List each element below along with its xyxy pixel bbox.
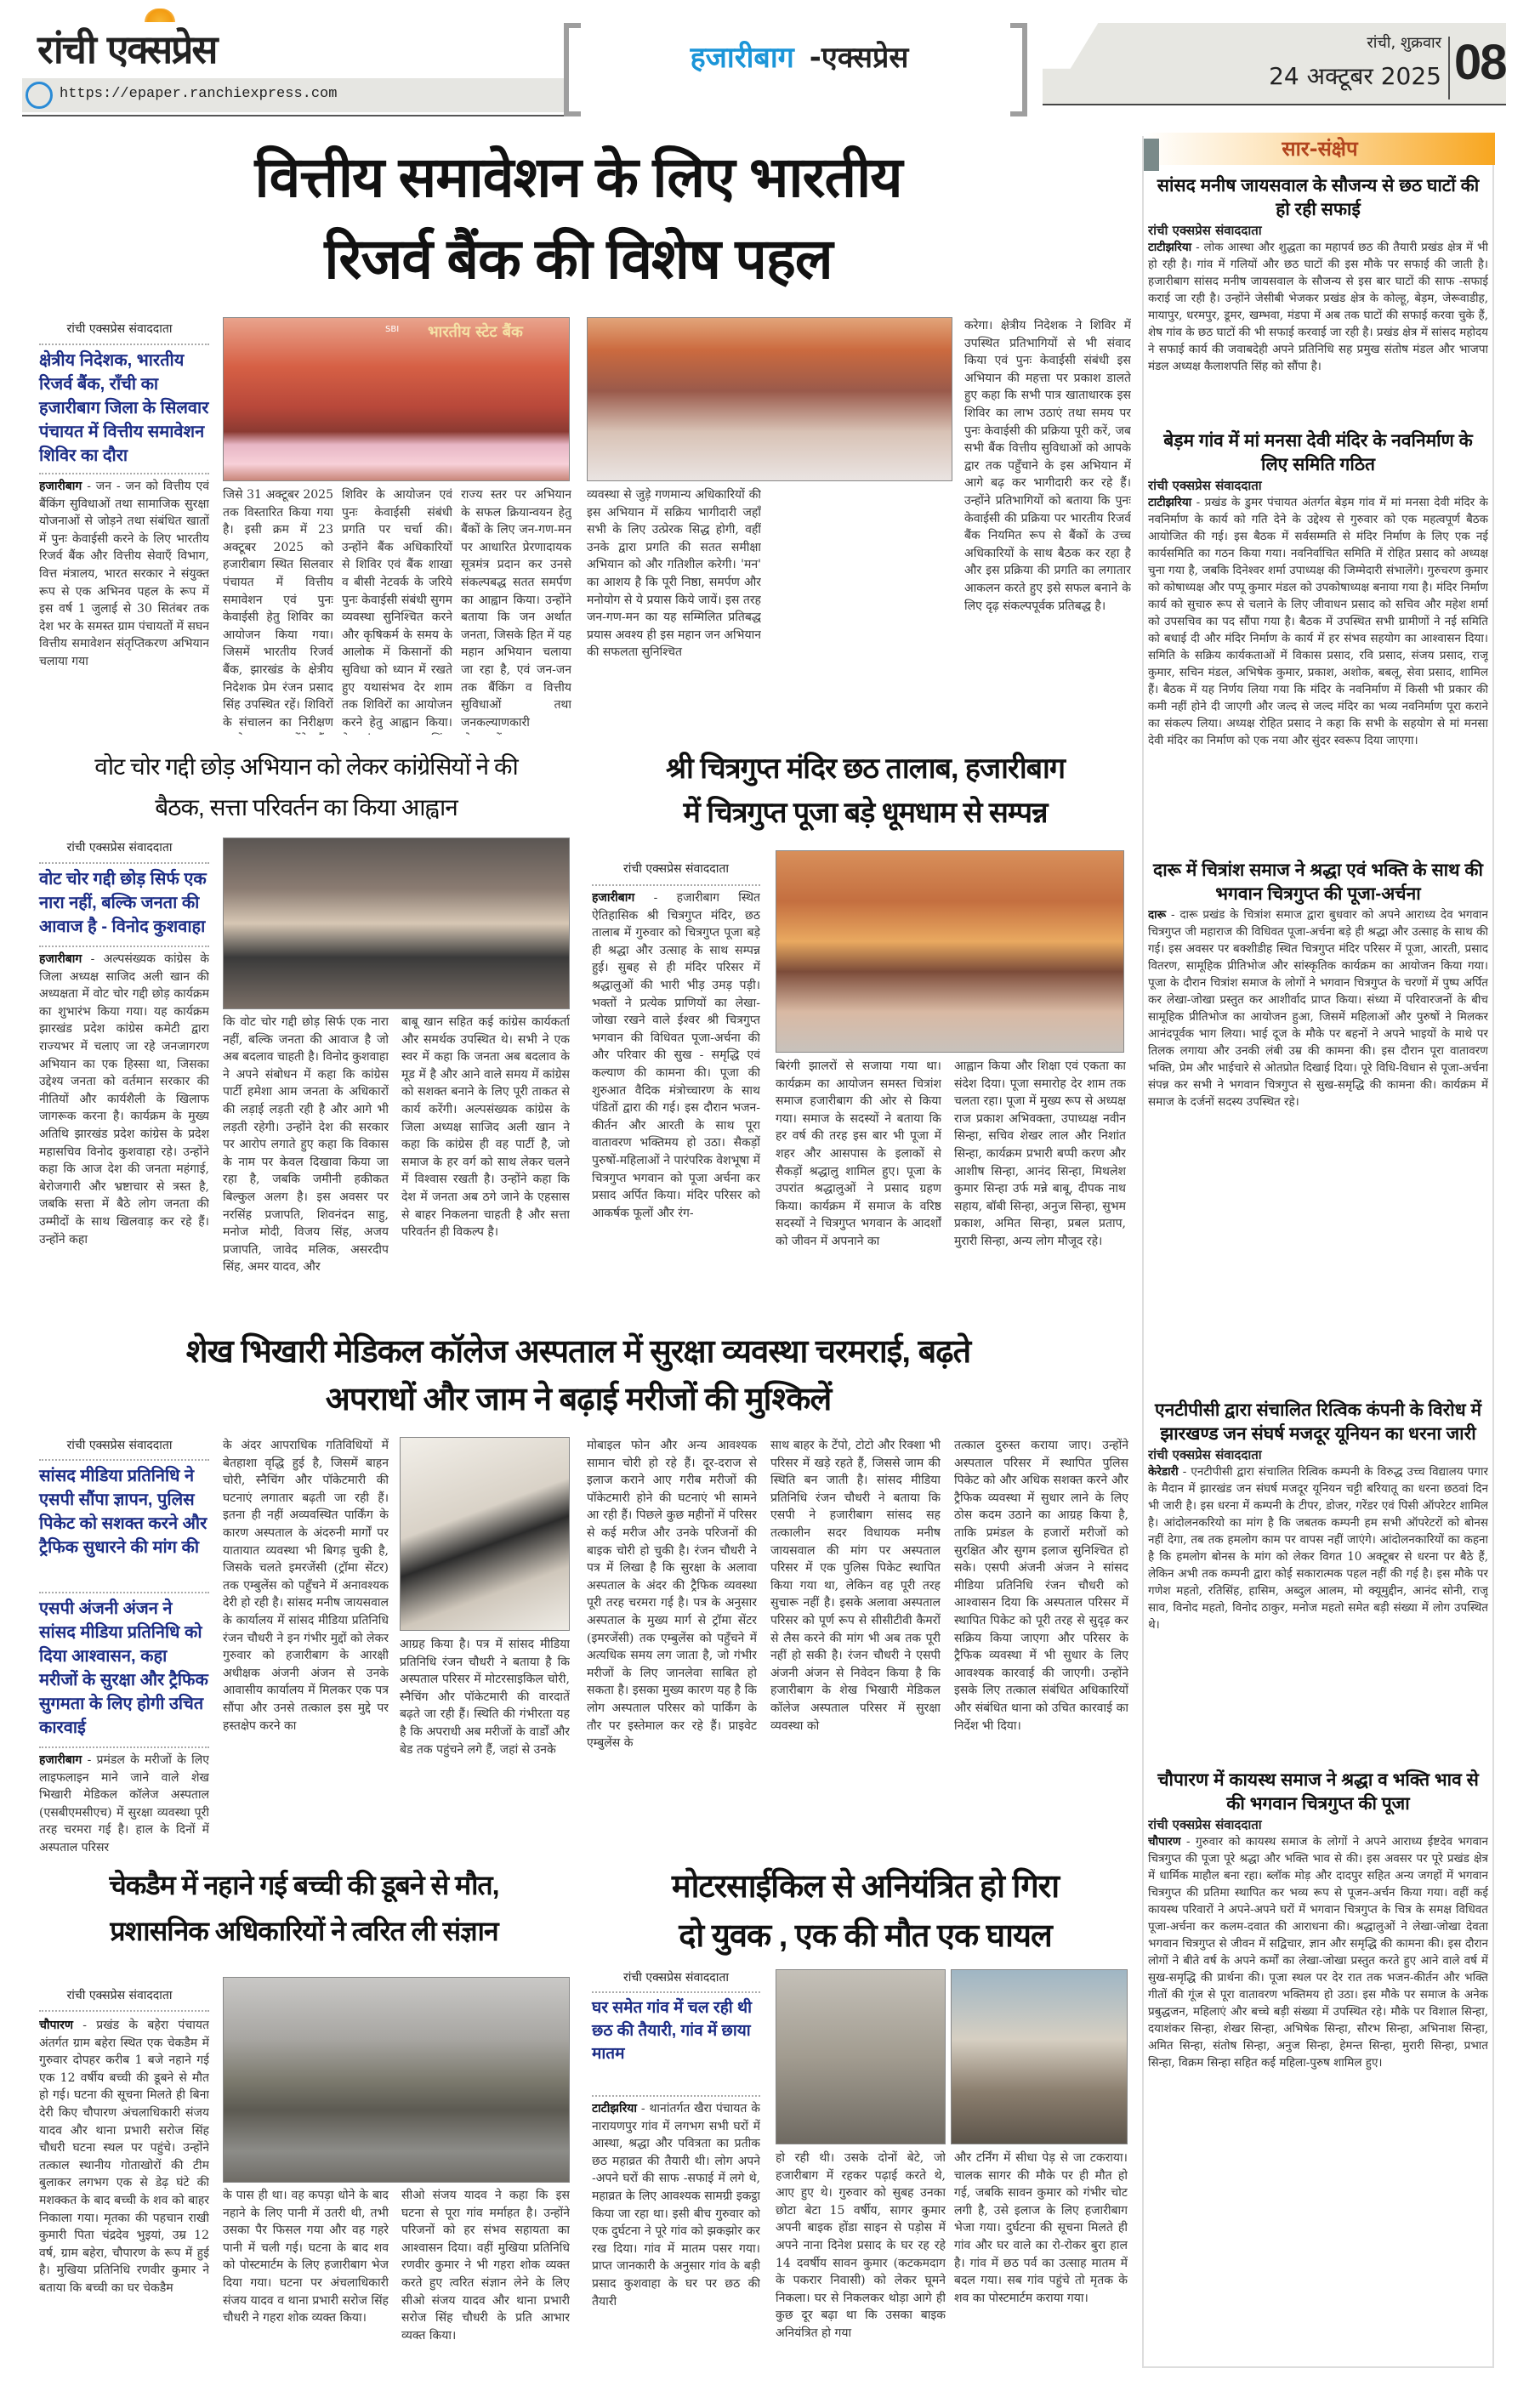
byline: रांची एक्सप्रेस संवाददाता [1148, 223, 1262, 238]
story4-col1 [39, 1752, 209, 1857]
story4-col5: साथ बाहर के टेंपो, टोटो और रिक्शा भी परिसर में खड़े रहते हैं, जिससे जाम की स्थिति बन जाती है। सांसद मीडिया प्रतिनिधि रंजन चौधरी ने बताया कि एसपी ने हजारीबाग सांसद सह तत्कालीन सदर विधायक मनीष जायसवाल की मांग पर अस्पताल परिसर में एक पुलिस पिकेट स्थापित किया गया था, लेकिन वह पूरी तरह सुचारू नहीं है। इसके अलावा अस्पताल परिसर को पूर्ण रूप से सीसीटीवी कैमरों से लैस करने की मांग भी अब तक पूरी नहीं हो सकी है। रंजन चौधरी ने एसपी अंजनी अंजन से निवेदन किया है कि हजारीबाग के शेख भिखारी मेडिकल कॉलेज अस्पताल परिसर में सुरक्षा व्यवस्था को [770, 1439, 941, 1733]
body-text: - प्रखंड के डुमर पंचायत अंतर्गत बेड़म गांव में मां मनसा देवी मंदिर के नवनिर्माण के कार्य को गति देने के उद्देश्य से गुरुवार को एक महत्वपूर्ण बैठक आयोजित की गई। इस बैठक में सर्वसम्मति से मंदिर निर्माण के लिए एक नई कार्यसमिति का गठन किया गया। नवनिर्वाचित समिति में रोहित प्रसाद को अध्यक्ष चुना गया है, जबकि दिनेश्वर शर्मा उपाध्यक्ष की जिम्मेदारी संभालेंगे। गुरुचरण कुमार को कोषाध्यक्ष और पप्पू कुमार मंडल को उपकोषाध्यक्ष बनाया गया है। मंदिर निर्माण कार्य को सुचारु रूप से चलाने के लिए जीवाधन प्रसाद को सचिव और महेश शर्मा को उपसचिव का पद सौंपा गया है। बैठक में उपस्थित सभी ग्रामीणों ने नई समिति को बधाई दी और मंदिर निर्माण के कार्य में हर संभव सहयोग का आश्वासन दिया। समिति के सक्रिय कार्यकताओं में विकास प्रसाद, रवि प्रसाद, संजय प्रसाद, राजू कुमार, सचिन मंडल, अभिषेक कुमार, प्रकाश, अशोक, बबलू, सेवा प्रसाद, शामिल हैं। बैठक में यह निर्णय लिया गया कि मंदिर के नवनिर्माण में किसी भी प्रकार की कमी नहीं होने दी जाएगी और जल्द से जल्द मंदिर का भव्य नवनिर्माण पूरा कराने का संकल्प लिया। अध्यक्ष रोहित प्रसाद ने कहा कि सभी के सहयोग से मां मनसा देवी मंदिर का निर्माण को एक नया और सुंदर स्वरूप दिया जाएगा। [1148, 496, 1488, 747]
body-text: - एनटीपीसी द्वारा संचालित रित्विक कम्पनी के विरुद्ध उच्च विद्यालय पगार के मैदान में झारखंड जन संघर्ष मजदूर यूनियन चट्टी बरियातू का धरना छठवां दिन भी जारी है। इस धरना में कम्पनी के टीपर, डोजर, गरेंडर एवं पिसी ऑपरेटर शामिल है। आंदोलनकरियो का मांग है कि जबतक कम्पनी हम सभी ऑपरेटरों को बोनस नहीं देगा, तब तक हमलोग काम पर वापस नहीं जाएंगे। आंदोलनकारियों का कहना है कि हमलोग बोनस के मांग को लेकर विगत 10 अक्टूबर से धरना पर बैठे हैं, लेकिन अभी तक कम्पनी द्वारा कोई सकारात्मक पहल नहीं की गई है। इस मौके पर गणेश महतो, रतिसिंह, हासिम, अब्दुल आलम, मो क्यूमुद्दीन, आनंद सोनी, राजू साव, विनोद महतो, विनोद ठाकुर, मनोज महतो समेत बड़ी संख्या में लोग उपस्थित थे। [1148, 1465, 1488, 1632]
sidebar-headline: दारू में चित्रांश समाज ने श्रद्धा एवं भक्ति के साथ की भगवान चित्रगुप्त की पूजा-अर्चना [1153, 860, 1483, 904]
divider [592, 1991, 760, 1993]
divider [592, 884, 760, 886]
body-text: - प्रमंडल के मरीजों के लिए लाइफलाइन माने जाने वाले शेख भिखारी मेडिकल कॉलेज अस्पताल (एसबीएमसीएच) में सुरक्षा व्यवस्था पूरी तरह चरमरा गई है। हाल के दिनों में अस्पताल परिसर [39, 1753, 209, 1854]
sidebar-body [1148, 494, 1488, 749]
sidebar-headline: बेड़म गांव में मां मनसा देवी मंदिर के नवनिर्माण के लिए समिति गठित [1163, 431, 1473, 474]
story4-col2: के अंदर आपराधिक गतिविधियों में बेतहाशा वृद्धि हुई है, जिसमें बाहन चोरी, स्नैचिंग और पॉकेटमारी की घटनाएं लगातार बढ़ती जा रही हैं। इतना ही नहीं अव्यवस्थित पार्किंग के कारण अस्पताल के अंदरुनी मार्गों पर यातायात व्यवस्था भी बिगड़ चुकी है, जिसके चलते इमरजेंसी (ट्रॉमा सेंटर) तक एम्बुलेंस को पहुँचने में अनावश्यक देरी हो रही है। सांसद मनीष जायसवाल के कार्यालय में सांसद मीडिया प्रतिनिधि रंजन चौधरी ने इन गंभीर मुद्दों को लेकर गुरुवार को हजारीबाग के आरक्षी अधीक्षक अंजनी अंजन से उनके आवासीय कार्यालय में मिलकर एक पत्र सौंपा और उनसे तत्काल इस मुद्दे पर हस्तक्षेप करने का [223, 1439, 389, 1733]
dateline: टाटीझरिया [592, 2102, 638, 2116]
story4-photo [400, 1437, 570, 1631]
headline-line: में चित्रगुप्त पूजा बड़े धूमधाम से सम्पन्न [683, 797, 1048, 829]
sidebar-body [1148, 239, 1488, 375]
story6-col2: हो रही थी। उसके दोनों बेटे, जो हजारीबाग में रहकर पढ़ाई करते थे, आए हुए थे। गुरुवार को सुबह उनका छोटा बेटा 15 वर्षीय, सागर कुमार अपनी बाइक होंडा साइन से पड़ोस में अपने नाना दिनेश प्रसाद के घर रह रहे 14 दवर्षीय सावन कुमार (कटकमदाग के पकरार निवासी) को लेकर घूमने निकला। घर से निकलकर थोड़ा आगे ही कुछ दूर बढ़ा था कि उसका बाइक अनियंत्रित हो गया [776, 2151, 946, 2340]
sidebar-item [1148, 1769, 1488, 2360]
story5-col3: सीओ संजय यादव ने कहा कि इस घटना से पूरा गांव मर्माहत है। उन्होंने परिजनों को हर संभव सहायता का आश्वासन दिया। वहीं मुखिया प्रतिनिधि रणवीर कुमार ने भी गहरा शोक व्यक्त करते हुए त्वरित संज्ञान लेने के लिए सीओ संजय यादव और थाना प्रभारी सरोज सिंह चौधरी के प्रति आभार व्यक्त किया। [401, 2189, 570, 2343]
divider [22, 115, 566, 116]
headline-line: दो युवक , एक की मौत एक घायल [679, 1918, 1052, 1954]
story2-col2: कि वोट चोर गद्दी छोड़ सिर्फ एक नारा नहीं, बल्कि जनता की आवाज है जो अब बदलाव चाहती है। विनोद कुशवाहा ने अपने संबोधन में कहा कि कांग्रेस पार्टी हमेशा आम जनता के अधिकारों की लड़ाई लड़ती रही है और आगे भी लड़ती रहेगी। उन्होंने देश की सरकार पर आरोप लगाते हुए कहा कि विकास के नाम पर केवल दिखावा किया जा रहा है, जबकि जमीनी हकीकत बिल्कुल अलग है। इस अवसर पर नरसिंह प्रजापति, शिवनंदन साहु, मनोज मोदी, विजय सिंह, अजय प्रजापति, जावेद मलिक, असरदीप सिंह, अमर यादव, और [223, 1015, 389, 1275]
headline-line: बैठक, सत्ता परिवर्तन का किया आह्वान [155, 794, 458, 821]
dateline: हजारीबाग [39, 952, 82, 966]
dateline: हजारीबाग [592, 891, 635, 905]
bracket-right-decoration [1010, 23, 1027, 116]
story2-col1 [39, 951, 209, 1316]
sidebar-body [1148, 1463, 1488, 1633]
divider [592, 2095, 760, 2097]
story1-subhead: क्षेत्रीय निदेशक, भारतीय रिजर्व बैंक, राँची का हजारीबाग जिला के सिलवार पंचायत में वित्तीय समावेशन शिविर का दौरा [39, 351, 209, 465]
story4-col4: मोबाइल फोन और अन्य आवश्यक सामान चोरी हो रहे हैं। दूर-दराज से इलाज कराने आए गरीब मरीजों की पॉकेटमारी होने की घटनाएं भी सामने आ रही हैं। पिछले कुछ महीनों में परिसर से कई मरीज और उनके परिजनों की बाइक चोरी हो चुकी है। रंजन चौधरी ने पत्र में लिखा है कि सुरक्षा के अलावा अस्पताल के अंदर की ट्रैफिक व्यवस्था पूरी तरह चरमरा गई है। पत्र के अनुसार अस्पताल के मुख्य मार्ग से ट्रॉमा सेंटर (इमरजेंसी) तक एम्बुलेंस को पहुँचने में अत्यधिक समय लग जाता है, जो गंभीर मरीजों के लिए जानलेवा साबित हो सकता है। इसका मुख्य कारण यह है कि लोग अस्पताल परिसर को पार्किंग के तौर पर इस्तेमाल कर रहे हैं। प्राइवेट एम्बुलेंस के [587, 1439, 757, 1751]
dateline: टाटीझरिया [1148, 241, 1192, 254]
story1-col1 [39, 478, 209, 733]
byline: रांची एक्सप्रेस संवाददाता [1148, 1817, 1262, 1832]
story6-photo-1 [776, 1969, 946, 2144]
byline: रांची एक्सप्रेस संवाददाता [66, 322, 173, 336]
story1-col4: राज्य स्तर पर अभियान के सफल क्रियान्वयन हेतु बैंकों के लिए जन-गण-मन पर आधारित प्रेरणादायक सूत्रमंत्र प्रदान कर उनसे संकल्पबद्ध सतत समर्पण का आह्वान किया। उन्होंने बताया कि जन अर्थात जनता, जिसके हित में यह महान अभियान चलाया जा रहा है, एवं जन-जन तक बैंकिंग व वित्तीय सुविधाओं तथा जनकल्याणकारी [461, 488, 571, 730]
story5-photo [223, 1977, 570, 2183]
dateline: हजारीबाग [39, 480, 82, 493]
divider [39, 946, 209, 947]
body-text: - दारू प्रखंड के चित्रांश समाज द्वारा बुधवार को अपने आराध्य देव भगवान चित्रगुप्त जी महाराज की विधिवत पूजा-अर्चना बड़े ही श्रद्धा और उत्साह के साथ की गई। इस अवसर पर बक्शीडीह स्थित चित्रगुप्त मंदिर परिसर में पूजा, आरती, प्रसाद वितरण, सामूहिक प्रीतिभोज और सांस्कृतिक कार्यक्रम का आयोजन किया गया। पूजा के दौरान चित्रांश समाज के लोगों ने भगवान चित्रगुप्त के चरणों में पुष्प अर्पित कर लेखा-जोखा प्रस्तुत कर आशीर्वाद प्राप्त किया। संध्या में परिवारजनों के बीच सामूहिक प्रीतिभोज का आयोजन हुआ, जिसमें महिलाओं और पुरुषों ने मिलकर आनंदपूर्वक भाग लिया। भाई दूज के मौके पर बहनों ने अपने भाइयों के माथे पर तिलक लगाया और उनकी लंबी उम्र की कामना की। इस दौरान पूरा वातावरण भक्ति, प्रेम और भाईचारे से ओतप्रोत दिखाई दिया। पूरे विधि-विधान से पूजा-अर्चना संपन्न कर सभी ने भगवान चित्रगुप्त से सुख-समृद्धि की कामना की। कार्यक्रम में समाज के दर्जनों सदस्य उपस्थित रहे। [1148, 908, 1488, 1109]
headline-line: वोट चोर गद्दी छोड़ अभियान को लेकर कांग्रेसियों ने की [94, 753, 518, 780]
sidebar-headline: एनटीपीसी द्वारा संचालित रित्विक कंपनी के विरोध में झारखण्ड जन संघर्ष मजदूर यूनियन का धरना जारी [1154, 1400, 1482, 1444]
story3-col3: आह्वान किया और शिक्षा एवं एकता का संदेश दिया। पूजा समारोह देर शाम तक चलता रहा। पूजा में मुख्य रूप से अध्यक्ष राज प्रकाश अभिवक्ता, उपाध्यक्ष नवीन सिन्हा, सचिव शेखर लाल और निशांत सिन्हा, कार्यक्रम प्रभारी बप्पी करण और आशीष सिन्हा, आनंद सिन्हा, मिथलेश कुमार सिन्हा उर्फ मन्ने बाबू, दीपक नाथ सहाय, बॉबी सिन्हा, अनुज सिन्हा, सुभम प्रकाश, अमित सिन्हा, प्रबल प्रताप, मुरारी सिन्हा, अन्य लोग मौजूद रहे। [954, 1059, 1126, 1248]
byline: रांची एक्सप्रेस संवाददाता [623, 1971, 729, 1985]
story5-headline [26, 1862, 583, 1954]
banner-text: भारतीय स्टेट बैंक [428, 323, 523, 341]
issue-date: 24 अक्टूबर 2025 [1269, 62, 1441, 90]
sidebar-item [1148, 429, 1488, 855]
byline: रांची एक्सप्रेस संवाददाता [66, 1989, 173, 2002]
story6-col1 [592, 2100, 760, 2391]
story6-col3: और टर्निंग में सीधा पेड़ से जा टकराया। चालक सागर की मौके पर ही मौत हो गई, जबकि सावन कुमार को गंभीर चोट लगी है, उसे इलाज के लिए हजारीबाग भेजा गया। दुर्घटना की सूचना मिलते ही गांव और घर वाले का रो-रोकर बुरा हाल है। गांव में छठ पर्व का उत्साह मातम में बदल गया। सब गांव पहुंचे तो मृतक के शव का पोस्टमार्टम कराया गया। [954, 2151, 1128, 2305]
section-city: हजारीबाग [690, 41, 794, 75]
headline-line: मोटरसाईकिल से अनियंत्रित हो गिरा [671, 1869, 1060, 1905]
headline-line: प्रशासनिक अधिकारियों ने त्वरित ली संज्ञान [110, 1916, 498, 1946]
newspaper-logo: रांची एक्सप्रेस [37, 26, 217, 72]
sidebar-body [1148, 906, 1488, 1110]
sun-logo-icon [145, 9, 175, 22]
story1-headline [26, 136, 1131, 299]
section-suffix: -एक्सप्रेस [809, 41, 909, 75]
touch-icon [26, 82, 53, 109]
story1-photo-1 [223, 317, 570, 481]
story3-col2: बिरंगी झालरों से सजाया गया था। कार्यक्रम का आयोजन समस्त चित्रांश समाज हजारीबाग की ओर से किया गया। समाज के सदस्यों ने बताया कि हर वर्ष की तरह इस बार भी पूजा में शहर और आसपास के इलाकों से सैकड़ों श्रद्धालु शामिल हुए। पूजा के उपरांत श्रद्धालुओं ने प्रसाद ग्रहण किया। कार्यक्रम में समाज के वरिष्ठ सदस्यों ने चित्रगुप्त भगवान के आदर्शों को जीवन में अपनाने का [776, 1059, 941, 1248]
byline: रांची एक्सप्रेस संवाददाता [66, 1439, 173, 1452]
story2-subhead: वोट चोर गद्दी छोड़ सिर्फ एक नारा नहीं, बल्कि जनता की आवाज है - विनोद कुशवाहा [39, 870, 207, 936]
sidebar-title: सार-संक्षेप [1282, 137, 1358, 161]
dateline: टाटीझरिया [1148, 496, 1192, 509]
story1-col5: व्यवस्था से जुड़े गणमान्य अधिकारियों की इस अभियान में सक्रिय भागीदारी जहाँ सभी के लिए उत्प्रेरक सिद्ध होगी, वहीं उनके द्वारा प्रगति की सतत समीक्षा अभियान को और गतिशील करेगी। 'मन' का आशय है कि पूरी निष्ठा, समर्पण और मनोयोग से ये प्रयास किये जायें। इस तरह जन-गण-मन का यह सम्मिलित प्रतिबद्ध प्रयास अवश्य ही इस महान जन अभियान की सफलता सुनिश्चित [587, 488, 761, 660]
story2-photo [223, 838, 570, 1009]
story6-subhead: घर समेत गांव में चल रही थी छठ की तैयारी, गांव में छाया मातम [592, 1999, 753, 2063]
dateline: चौपारण [39, 2019, 73, 2032]
story1-photo-2 [587, 317, 952, 481]
story1-col3: शिविर के आयोजन एवं पुनः केवाईसी संबंधी प्रगति पर चर्चा की। उन्होंने बैंक अधिकारियों से शिविर एवं बैंक शाखा व बीसी नेटवर्क के जरिये पुनः केवाईसी संबंधी सुगम व्यवस्था सुनिश्चित करने और कृषिकर्म के समय के आलोक में किसानों की सुविधा को ध्यान में रखते हुए यथासंभव देर शाम तक शिविरों का आयोजन करने हेतु आह्वान किया। [342, 488, 452, 730]
body-text: - गुरुवार को कायस्थ समाज के लोगों ने अपने आराध्य ईष्टदेव भगवान चित्रगुप्त की पूजा पूरे श्रद्धा और भक्ति भाव से की। इस अवसर पर पूरे प्रखंड क्षेत्र में धार्मिक माहौल बना रहा। ब्लॉक मोड़ और दादपुर सहित अन्य जगहों में भगवान चित्रगुप्त की प्रतिमा स्थापित कर भव्य रूप से पूजन-अर्चन किया गया। वहीं कई कायस्थ परिवारों ने अपने-अपने घरों में भगवान चित्रगुप्त के चित्र के समक्ष विधिवत पूजा-अर्चना कर कलम-दवात की आराधना की। श्रद्धालुओं ने लेखा-जोखा देवता भगवान चित्रगुप्त से जीवन में सद्विचार, ज्ञान और समृद्धि की कामना की। इस दौरान लोगों ने बीते वर्ष के अपने कर्मों का लेखा-जोखा प्रस्तुत करते हुए आने वाले वर्ष में सुख-समृद्धि की प्रार्थना की। पूजा स्थल पर देर रात तक भजन-कीर्तन और भक्ति गीतों की गूंज से पूरा वातावरण भक्तिमय हो उठा। इस मौके पर समाज के अनेक प्रबुद्धजन, महिलाएं और बच्चे बड़ी संख्या में उपस्थित रहे। मौके पर विशाल सिन्हा, दयाशंकर सिन्हा, शेखर सिन्हा, अभिषेक सिन्हा, सौरभ सिन्हा, अभिनाश सिन्हा, अमित सिन्हा, संतोष सिन्हा, अनुज सिन्हा, हेमन्त सिन्हा, मुरारी सिन्हा, प्रभात सिन्हा, विक्रम सिन्हा सहित कई महिला-पुरुष शामिल हुए। [1148, 1835, 1488, 2070]
byline: रांची एक्सप्रेस संवाददाता [1148, 478, 1262, 493]
body-text: - प्रखंड के बहेरा पंचायत अंतर्गत ग्राम बहेरा स्थित एक चेकडैम में गुरुवार दोपहर करीब 1 बजे नहाने गई एक 12 वर्षीय बच्ची की डूबने से मौत हो गई। घटना की सूचना मिलते ही बिना देरी किए चौपारण अंचलाधिकारी संजय यादव और थाना प्रभारी सरोज सिंह चौधरी घटना स्थल पर पहुंचे। उन्होंने तत्काल स्थानीय गोताखोरों की टीम बुलाकर लगभग एक से डेढ़ घंटे की मशक्कत के बाद बच्ची के शव को बाहर निकाला गया। मृतका की पहचान राखी कुमारी पिता चंद्रदेव भुइयां, उम्र 12 वर्ष, ग्राम बहेरा, चौपारण के रूप में हुई है। मुखिया प्रतिनिधि रणवीर कुमार ने बताया कि बच्ची का घर चेकडैम [39, 2019, 209, 2295]
divider [39, 862, 209, 864]
sidebar-item [1148, 859, 1488, 1394]
divider [1448, 37, 1450, 99]
divider [39, 344, 209, 345]
divider [39, 473, 209, 474]
story2-headline [26, 747, 587, 828]
sidebar-headline: सांसद मनीष जायसवाल के सौजन्य से छठ घाटों की हो रही सफाई [1157, 176, 1480, 219]
story1-col6: करेगा। क्षेत्रीय निदेशक ने शिविर में उपस्थित प्रतिभागियों से भी संवाद किया एवं पुनः केवाईसी संबंधी इस अभियान की महत्ता पर प्रकाश डालते हुए कहा कि सभी पात्र खाताधारक इस शिविर का लाभ उठाएं तथा समय पर पुनः केवाईसी की प्रक्रिया पूरी करें, जब सभी बैंक वित्तीय सुविधाओं को आपके द्वार तक पहुँचाने के इस अभियान में आगे बढ़ कर भागीदारी कर रहे हैं। उन्होंने प्रतिभागियों को बताया कि पुनः केवाईसी की प्रक्रिया पर भारतीय रिजर्व बैंक नियमित रूप से बैंकों के उच्च अधिकारियों के साथ बैठक कर रहा है और इस प्रक्रिया की प्रगति का लगातार आकलन करते हुए इसे सफल बनाने के लिए दृढ़ संकल्पपूर्वक प्रतिबद्ध है। [964, 319, 1131, 613]
sidebar-item [1148, 1399, 1488, 1764]
byline: रांची एक्सप्रेस संवाददाता [66, 841, 173, 855]
headline-line: अपराधों और जाम ने बढ़ाई मरीजों की मुश्किलें [325, 1382, 832, 1417]
story5-col1 [39, 2017, 209, 2391]
bracket-left-decoration [564, 23, 581, 116]
divider [39, 1746, 209, 1748]
epaper-url-link[interactable]: https://epaper.ranchiexpress.com [60, 86, 338, 102]
body-text: - हजारीबाग स्थित ऐतिहासिक श्री चित्रगुप्त मंदिर, छठ तालाब में गुरुवार को चित्रगुप्त पूजा बड़े ही श्रद्धा और उत्साह के साथ सम्पन्न हुई। सुबह से ही मंदिर परिसर में श्रद्धालुओं की भारी भीड़ उमड़ पड़ी। भक्तों ने प्रत्येक प्राणियों का लेखा-जोखा रखने वाले ईश्वर श्री चित्रगुप्त भगवान की विधिवत पूजा-अर्चना की और परिवार की सुख - समृद्धि एवं कल्याण की कामना की। पूजा की शुरुआत वैदिक मंत्रोच्चारण के साथ पंडितों द्वारा की गई। इस दौरान भजन-कीर्तन और आरती के साथ पूरा वातावरण भक्तिमय हो उठा। सैकड़ों पुरुषों-महिलाओं ने पारंपरिक वेशभूषा में चित्रगुप्त भगवान को पूजा अर्चना कर प्रसाद अर्पित किया। मंदिर परिसर को आकर्षक फूलों और रंग- [592, 891, 760, 1220]
story4-subhead-2: एसपी अंजनी अंजन ने सांसद मीडिया प्रतिनिधि को दिया आश्वासन, कहा मरीजों के सुरक्षा और ट्रैफिक सुगमता के लिए होगी उचित कारवाई [39, 1599, 208, 1737]
headline-line: रिजर्व बैंक की विशेष पहल [324, 227, 833, 290]
story3-col1 [592, 889, 760, 1315]
sidebar-body [1148, 1833, 1488, 2071]
dateline: हजारीबाग [39, 1753, 82, 1767]
headline-line: वित्तीय समावेशन के लिए भारतीय [254, 145, 902, 208]
divider [39, 1459, 209, 1461]
body-text: - अल्पसंख्यक कांग्रेस के जिला अध्यक्ष साजिद अली खान की अध्यक्षता में वोट चोर गद्दी छोड़ कार्यक्रम का शुभारंभ किया गया। यह कार्यक्रम झारखंड प्रदेश कांग्रेस कमेटी द्वारा राज्यभर में चलाए जा रहे जनजागरण अभियान का एक हिस्सा था, जिसका उद्देश्य जनता को वर्तमान सरकार की नीतियों और कार्यशैली के खिलाफ जागरूक करना है। कार्यक्रम के मुख्य अतिथि झारखंड प्रदेश कांग्रेस के प्रदेश महासचिव विनोद कुशवाहा रहे। उन्होंने कहा कि आज देश की जनता महंगाई, बेरोजगारी और भ्रष्टाचार से त्रस्त है, जबकि सत्ता में बैठे लोग जनता की उम्मीदों के साथ खिलवाड़ कर रहे हैं। उन्होंने कहा [39, 952, 209, 1247]
body-text: - लोक आस्था और शुद्धता का महापर्व छठ की तैयारी प्रखंड क्षेत्र में भी हो रही है। गांव में गलियों और छठ घाटों की इस मौके पर सफाई की जाती है। हजारीबाग सांसद मनीष जायसवाल के सौजन्य से इस बार घाटों की साफ -सफाई कराई जा रही है। उन्होंने जेसीबी भेजकर प्रखंड क्षेत्र के कोल्हू, बेड़म, जेरूवाडीह, मायापुर, धरमपुर, डूमर, खम्भवा, मंडपा में अब तक घाटों की सफाई करवा चुके हैं, शेष गांव के छठ घाटों की भी सफाई करवाई जा रही है। प्रखंड क्षेत्र में सांसद महोदय ने सफाई कार्य की जवाबदेही अपने प्रतिनिधि सह प्रमुख संतोष मंडल और भाजपा मंडल अध्यक्ष कैलाशपति सिंह को सौंपा है। [1148, 241, 1488, 373]
story6-headline [595, 1862, 1135, 1961]
divider [39, 2010, 209, 2012]
story3-photo [776, 850, 1124, 1053]
sidebar-headline: चौपारण में कायस्थ समाज ने श्रद्धा व भक्ति भाव से की भगवान चित्रगुप्त की पूजा [1157, 1770, 1479, 1814]
headline-line: चेकडैम में नहाने गई बच्ची की डूबने से मौत, [109, 1870, 499, 1900]
story5-col2: के पास ही था। वह कपड़ा धोने के बाद नहाने के लिए पानी में उतरी थी, तभी उसका पैर फिसल गया और वह गहरे पानी में चली गई। घटना के बाद शव को पोस्टमार्टम के लिए हजारीबाग भेज दिया गया। घटना पर अंचलाधिकारी संजय यादव व थाना प्रभारी सरोज सिंह चौधरी ने गहरा शोक व्यक्त किया। [223, 2189, 389, 2326]
story2-col3: बाबू खान सहित कई कांग्रेस कार्यकर्ता और समर्थक उपस्थित थे। सभी ने एक स्वर में कहा कि जनता अब बदलाव के मूड में है और आने वाले समय में कांग्रेस को सशक्त बनाने के लिए पूरी ताकत से कार्य करेंगी। अल्पसंख्यक कांग्रेस के जिला अध्यक्ष साजिद अली खान ने कहा कि कांग्रेस ही वह पार्टी है, जो समाज के हर वर्ग को साथ लेकर चलने में विश्वास रखती है। उन्होंने कहा कि देश में जनता अब ठगे जाने के एहसास से बाहर निकलना चाहती है और सत्ता परिवर्तन ही विकल्प है। [401, 1015, 570, 1240]
byline: रांची एक्सप्रेस संवाददाता [1148, 1447, 1262, 1462]
story4-headline [26, 1328, 1131, 1423]
story1-col2: जिसे 31 अक्टूबर 2025 तक विस्तारित किया गया है। इसी क्रम में 23 अक्टूबर 2025 को हजारीबाग स्थित सिलवार पंचायत में वित्तीय समावेशन एवं पुनः केवाईसी हेतु शिविर का आयोजन किया गया। जिसमें भारतीय रिजर्व बैंक, झारखंड के क्षेत्रीय निदेशक प्रेम रंजन प्रसाद सिंह उपस्थित रहें। शिविरों के संचालन का निरीक्षण [223, 488, 333, 730]
divider [1043, 104, 1506, 105]
byline: रांची एक्सप्रेस संवाददाता [623, 862, 729, 876]
sbi-logo-text: SBI [385, 325, 400, 334]
dateline: केरेडारी [1148, 1465, 1179, 1479]
body-text: - थानांतर्गत खैरा पंचायत के नारायणपुर गांव में लगभग सभी घरों में आस्था, श्रद्धा और पवित्रता का प्रतीक छठ महाव्रत की तैयारी थी। लोग अपने -अपने घरों की साफ -सफाई में लगे थे, महाव्रत के लिए आवश्यक सामग्री इकट्ठा किया जा रहा था। इसी बीच गुरुवार को एक दुर्घटना ने पूरे गांव को झकझोर कर रख दिया। गांव में मातम पसर गया। प्राप्त जानकारी के अनुसार गांव के बड़ी प्रसाद कुशवाहा के घर पर छठ की तैयारी [592, 2102, 760, 2309]
sidebar-item [1148, 174, 1488, 425]
story4-subhead-1: सांसद मीडिया प्रतिनिधि ने एसपी सौंपा ज्ञापन, पुलिस पिकेट को सशक्त करने और ट्रैफिक सुधारने की मांग की [39, 1467, 207, 1557]
divider [39, 1592, 209, 1593]
body-text: - जन - जन को वित्तीय एवं बैंकिंग सुविधाओं तथा सामाजिक सुरक्षा योजनाओं से जोड़ने तथा संबंधित खातों में पुनः केवाईसी करने के लिए भारतीय रिजर्व बैंक और वित्तीय सेवाएँ विभाग, वित्त मंत्रालय, भारत सरकार ने संयुक्त रूप से एक अभिनव पहल के रूप में इस वर्ष 1 जुलाई से 30 सितंबर तक देश भर के समस्त ग्राम पंचायतों में सघन वित्तीय समावेशन संतृप्तिकरण अभियान चलाया गया [39, 480, 209, 668]
story4-col6: तत्काल दुरुस्त कराया जाए। उन्होंने अस्पताल परिसर में स्थापित पुलिस पिकेट को और अधिक सशक्त करने और ट्रैफिक व्यवस्था में सुधार लाने के लिए ठोस कदम उठाने का आग्रह किया है, ताकि प्रमंडल के हजारों मरीजों को सुरक्षित और सुगम इलाज सुनिश्चित हो सके। एसपी अंजनी अंजन ने सांसद मीडिया प्रतिनिधि रंजन चौधरी को आश्वासन दिया कि अस्पताल परिसर में स्थापित पिकेट को पूरी तरह से सुदृढ़ कर सक्रिय किया जाएगा और परिसर के ट्रैफिक व्यवस्था में भी सुधार के लिए आवश्यक कारवाई की जाएगी। उन्होंने इसके लिए तत्काल संबंधित अधिकारियों और संबंधित थाना को उचित कारवाई का निर्देश भी दिया। [954, 1439, 1128, 1733]
headline-line: श्री चित्रगुप्त मंदिर छठ तालाब, हजारीबाग [665, 752, 1066, 785]
story6-photo-2 [951, 1969, 1128, 2144]
headline-line: शेख भिखारी मेडिकल कॉलेज अस्पताल में सुरक्षा व्यवस्था चरमराई, बढ़ते [185, 1334, 971, 1370]
section-title [595, 34, 1003, 82]
story4-col3: आग्रह किया है। पत्र में सांसद मीडिया प्रतिनिधि रंजन चौधरी ने बताया है कि अस्पताल परिसर में मोटरसाइकिल चोरी, स्नैचिंग और पॉकेटमारी की वारदातें बढ़ते जा रही हैं। स्थिति की गंभीरता यह है कि अपराधी अब मरीजों के वार्डों और बेड तक पहुंचने लगे हैं, जहां से उनके [400, 1638, 570, 1757]
story3-headline [595, 747, 1135, 835]
page-number: 08 [1454, 35, 1506, 90]
city-day: रांची, शुक्रवार [1367, 34, 1441, 52]
dateline: दारू [1148, 908, 1167, 922]
dateline: चौपारण [1148, 1835, 1181, 1849]
